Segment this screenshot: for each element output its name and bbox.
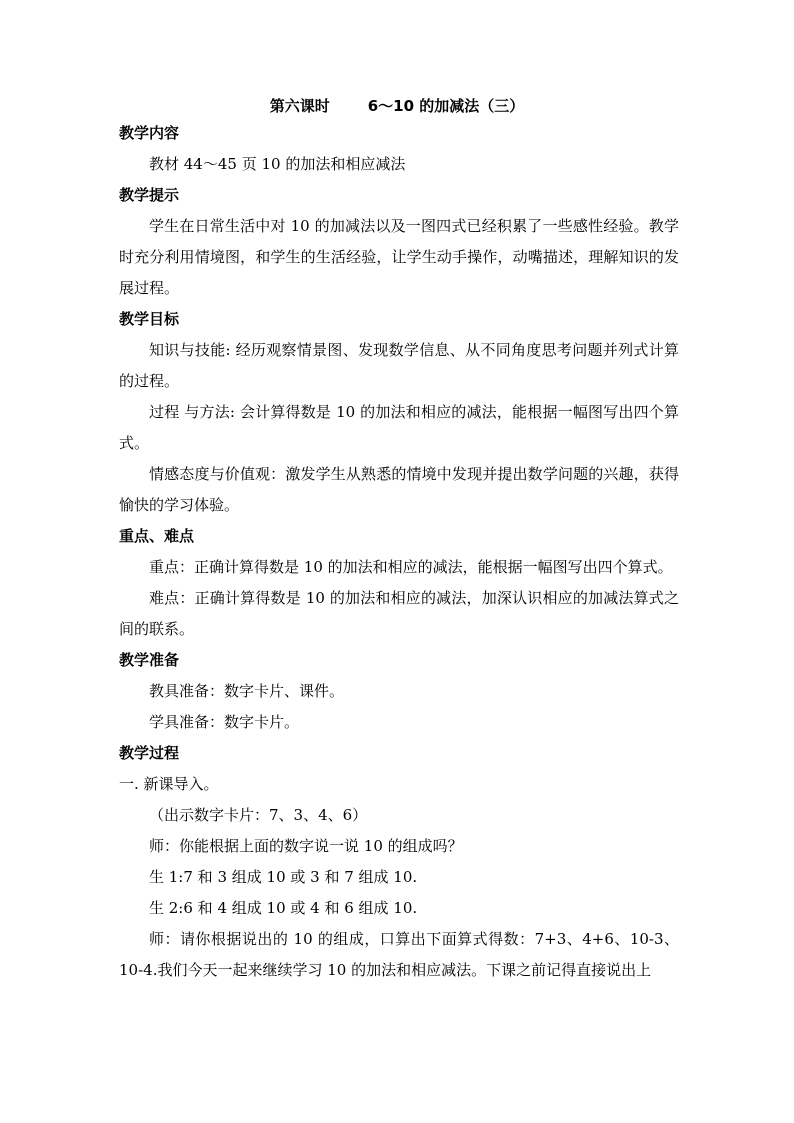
section-heading-content: 教学内容: [119, 124, 180, 142]
process-step-1: 一. 新课导入。: [119, 775, 219, 793]
lesson-number: 第六课时: [269, 97, 330, 115]
tips-text: 学生在日常生活中对 10 的加减法以及一图四式已经积累了一些感性经验。教学时充分利用情境图，和学生的生活经验，让学生动手操作，动嘴描述，理解知识的发展过程。: [119, 217, 679, 297]
process-line: 师：请你根据说出的 10 的组成，口算出下面算式得数：7+3、4+6、10-3、10-4.我们今天一起来继续学习 10 的加法和相应减法。下课之前记得直接说出上: [119, 930, 679, 979]
lesson-topic: 6～10 的加减法（三）: [367, 97, 525, 115]
goal-attitude: 情感态度与价值观：激发学生从熟悉的情境中发现并提出数学问题的兴趣，获得愉快的学习体验。: [119, 465, 679, 514]
section-heading-process: 教学过程: [119, 744, 180, 762]
goal-knowledge: 知识与技能: 经历观察情景图、发现数学信息、从不同角度思考问题并列式计算的过程。: [119, 341, 679, 390]
process-line: 生 1:7 和 3 组成 10 或 3 和 7 组成 10.: [149, 868, 418, 886]
section-heading-preparation: 教学准备: [119, 651, 180, 669]
goal-process: 过程 与方法: 会计算得数是 10 的加法和相应的减法，能根据一幅图写出四个算式。: [119, 403, 679, 452]
document-body: [119, 118, 679, 986]
teacher-materials: 教具准备：数字卡片、课件。: [149, 682, 345, 700]
section-heading-key-points: 重点、难点: [119, 527, 195, 545]
process-line: 师：你能根据上面的数字说一说 10 的组成吗？: [149, 837, 463, 855]
lesson-title: [0, 95, 794, 116]
content-text: 教材 44～45 页 10 的加法和相应减法: [149, 155, 406, 173]
section-heading-tips: 教学提示: [119, 186, 180, 204]
student-materials: 学具准备：数字卡片。: [149, 713, 300, 731]
section-heading-goals: 教学目标: [119, 310, 180, 328]
key-point: 重点：正确计算得数是 10 的加法和相应的减法，能根据一幅图写出四个算式。: [149, 558, 673, 576]
process-line: 生 2:6 和 4 组成 10 或 4 和 6 组成 10.: [149, 899, 418, 917]
process-line: （出示数字卡片：7、3、4、6）: [149, 806, 368, 824]
difficult-point: 难点：正确计算得数是 10 的加法和相应的减法，加深认识相应的加减法算式之间的联系。: [119, 589, 679, 638]
